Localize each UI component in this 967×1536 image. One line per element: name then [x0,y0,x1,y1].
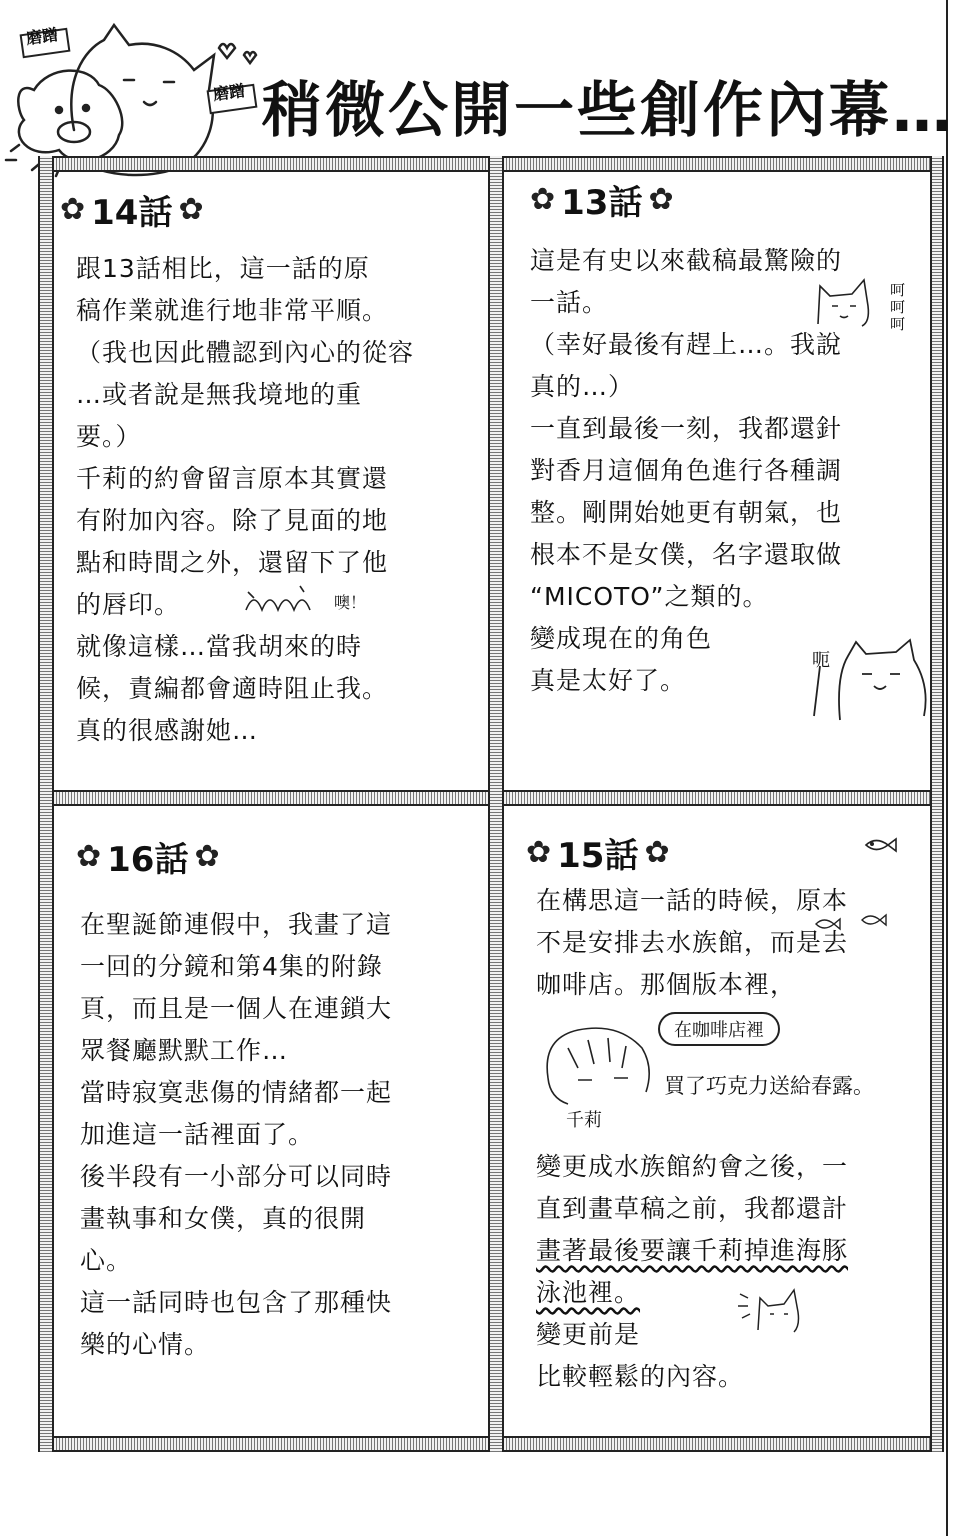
doodle-uh: 呃 [812,650,830,671]
text-line: 畫著最後要讓千莉掉進海豚 [536,1236,849,1265]
speech-bubble: 在咖啡店裡 [658,1012,780,1046]
heading-text: 13話 [561,183,643,223]
text-line: 整。剛開始她更有朝氣，也 [530,498,843,527]
heading-text: 14話 [91,193,173,233]
panel-body-13 [530,240,842,702]
text-line: 心。 [80,1246,133,1275]
text-line: 在構思這一話的時候，原本 [536,886,849,915]
flower-icon: ✿ [76,839,102,874]
text-line: 加進這一話裡面了。 [80,1120,315,1149]
text-line: 對香月這個角色進行各種調 [530,456,843,485]
text-line: 候，責編都會適時阻止我。 [76,674,389,703]
character-label: 千莉 [566,1110,602,1131]
flower-icon: ✿ [60,192,86,227]
panel-body-15-top [536,880,848,1006]
text-line: 眾餐廳默默工作… [80,1036,289,1065]
text-line: 頁，而且是一個人在連鎖大 [80,994,393,1023]
fish-icon [862,836,900,854]
flower-icon: ✿ [530,182,556,217]
cat-doodle [736,1284,808,1334]
text-line: 點和時間之外，還留下了他 [76,548,389,577]
text-line: 根本不是女僕，名字還取做 [530,540,843,569]
text-line: 變成現在的角色 [530,624,713,653]
page-edge-line [946,0,948,1536]
page-title: 稍微公開一些創作內幕… [262,76,955,146]
frame-left-border [38,156,54,1452]
text-line: 這一話同時也包含了那種快 [80,1288,393,1317]
flower-icon: ✿ [194,839,220,874]
text-line: 這是有史以來截稿最驚險的 [530,246,843,275]
stamp-label-right: 磨蹭 [211,80,247,105]
text-line: 當時寂寞悲傷的情緒都一起 [80,1078,393,1107]
text-line: 千莉的約會留言原本其實還 [76,464,389,493]
text-line: 咖啡店。那個版本裡， [536,970,797,999]
cat-doodle [812,276,888,328]
panel-heading-16 [76,832,220,881]
panel-body-15-bottom [536,1146,848,1398]
text-line: 的唇印。 [76,590,181,619]
heading-text: 15話 [557,836,639,876]
text-line: （我也因此體認到內心的從容 [76,338,415,367]
doodle-laugh: 呵呵呵 [890,281,906,333]
text-line: 畫執事和女僕，真的很開 [80,1204,367,1233]
text-line: …或者說是無我境地的重 [76,380,363,409]
text-line: 有附加內容。除了見面的地 [76,506,389,535]
panel-body-16 [80,904,392,1366]
character-sketch [538,1018,658,1110]
text-line: 在聖誕節連假中，我畫了這 [80,910,393,939]
text-line: 要。） [76,422,142,451]
text-line: 直到畫草稿之前，我都還計 [536,1194,849,1223]
panel-heading-14 [60,185,204,234]
text-line: 不是安排去水族館，而是去 [536,928,849,957]
flower-icon: ✿ [526,835,552,870]
panel-body-14 [76,248,414,752]
panel-heading-15 [526,828,670,877]
heading-text: 16話 [107,840,189,880]
text-line: 一話。 [530,288,609,317]
doodle-exclaim: 噢！ [334,593,367,612]
fish-icon [812,910,896,938]
text-line: 稿作業就進行地非常平順。 [76,296,389,325]
text-line: （幸好最後有趕上…。我說 [530,330,843,359]
frame-center-divider [488,156,504,1452]
text-line: 真是太好了。 [530,666,687,695]
text-line: 變更成水族館約會之後，一 [536,1152,849,1181]
panel-heading-13 [530,175,674,224]
flower-icon: ✿ [644,835,670,870]
text-line: 比較輕鬆的內容。 [536,1362,745,1391]
text-line: 就像這樣…當我胡來的時 [76,632,363,661]
flower-icon: ✿ [648,182,674,217]
text-line: 真的很感謝她… [76,716,259,745]
text-line: 泳池裡。 [536,1278,641,1307]
flower-icon: ✿ [178,192,204,227]
sketch-caption: 買了巧克力送給春露。 [664,1074,874,1098]
text-line: “MICOTO”之類的。 [530,582,769,611]
text-line: 真的…） [530,372,635,401]
text-line: 樂的心情。 [80,1330,211,1359]
text-line: 跟13話相比，這一話的原 [76,254,370,283]
stamp-label-left: 磨蹭 [24,24,60,49]
text-line: 變更前是 [536,1320,641,1349]
text-line: 一回的分鏡和第4集的附錄 [80,952,383,981]
frame-right-border [930,156,944,1452]
text-line: 一直到最後一刻，我都還針 [530,414,843,443]
text-line: 後半段有一小部分可以同時 [80,1162,393,1191]
